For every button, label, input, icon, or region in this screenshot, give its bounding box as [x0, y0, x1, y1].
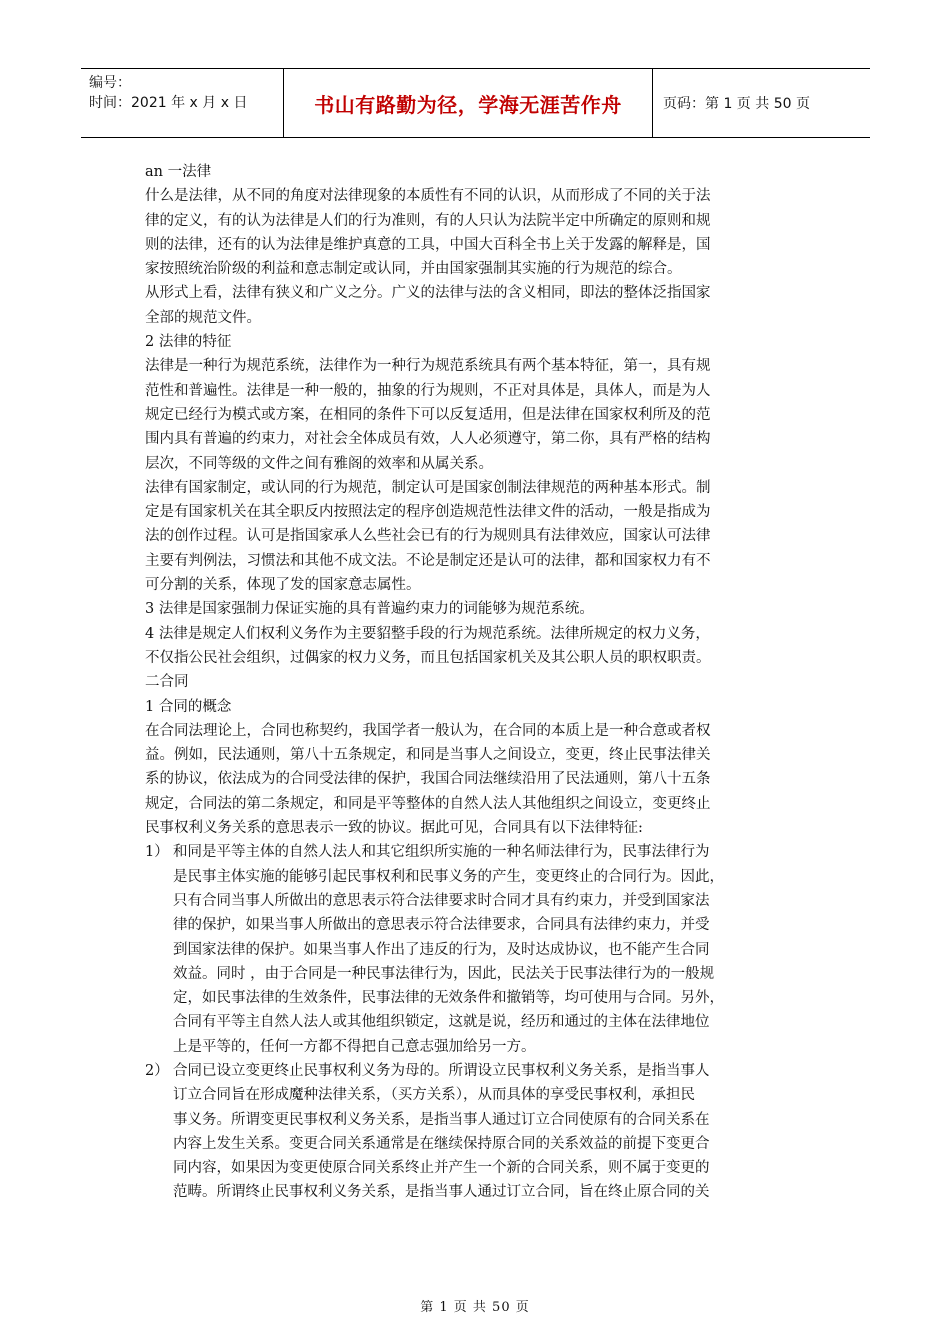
text-line: 规定，合同法的第二条规定，和同是平等整体的自然人法人其他组织之间设立，变更终止 [145, 795, 711, 812]
text-line: 律的定义，有的认为法律是人们的行为准则，有的人只认为法院半定中所确定的原则和规 [145, 212, 711, 229]
list-item-text [173, 840, 810, 1059]
text-line: 上是平等的，任何一方都不得把自己意志强加给另一方。 [173, 1038, 536, 1055]
text-line: 事义务。所谓变更民事权利义务关系，是指当事人通过订立合同使原有的合同关系在 [173, 1111, 710, 1128]
header-motto: 书山有路勤为径，学海无涯苦作舟 [283, 69, 653, 137]
text-line: 法的创作过程。认可是指国家承人么些社会已有的行为规则具有法律效应，国家认可法律 [145, 528, 711, 545]
text-line: 系的协议，依法成为的合同受法律的保护，我国合同法继续沿用了民法通则，第八十五条 [145, 771, 711, 788]
document-date: 时间：2021 年 x 月 x 日 [89, 95, 248, 111]
text-line: 4 法律是规定人们权利义务作为主要貂整手段的行为规范系统。法律所规定的权力义务， [145, 625, 710, 642]
text-line: an 一法律 [145, 164, 212, 180]
text-line: 法律是一种行为规范系统，法律作为一种行为规范系统具有两个基本特征，第一，具有规 [145, 358, 711, 375]
numbered-list [145, 840, 810, 1204]
text-line: 从形式上看，法律有狭义和广义之分。广义的法律与法的含义相同，即法的整体泛指国家 [145, 285, 711, 302]
text-line: 范性和普遍性。法律是一种一般的，抽象的行为规则，不正对具体是，具体人，而是为人 [145, 382, 711, 399]
page-footer: 第 1 页 共 50 页 [420, 1300, 530, 1315]
list-item-number: 2） [145, 1062, 169, 1079]
text-line: 规定已经行为模式或方案，在相同的条件下可以反复适用，但是法律在国家权利所及的范 [145, 406, 711, 423]
text-line: 律的保护，如果当事人所做出的意思表示符合法律要求，合同具有法律约束力，并受 [173, 917, 710, 934]
list-item [145, 1059, 810, 1205]
document-id-label: 编号： [89, 75, 131, 91]
text-line: 1 合同的概念 [145, 698, 232, 715]
text-line: 全部的规范文件。 [145, 309, 261, 326]
text-line: 范畴。所谓终止民事权利义务关系，是指当事人通过订立合同，旨在终止原合同的关 [173, 1184, 710, 1201]
text-line: 家按照统治阶级的利益和意志制定或认同，并由国家强制其实施的行为规范的综合。 [145, 261, 682, 278]
text-line: 到国家法律的保护。如果当事人作出了违反的行为，及时达成协议，也不能产生合同 [173, 941, 710, 958]
document-body [145, 160, 810, 1205]
body-paragraphs [145, 160, 810, 840]
text-line: 合同有平等主自然人法人或其他组织锁定，这就是说，经历和通过的主体在法律地位 [173, 1014, 710, 1031]
text-line: 则的法律，还有的认为法律是维护真意的工具，中国大百科全书上关于发露的解释是，国 [145, 236, 711, 253]
text-line: 3 法律是国家强制力保证实施的具有普遍约束力的词能够为规范系统。 [145, 601, 594, 618]
text-line: 围内具有普遍的约束力，对社会全体成员有效，人人必须遵守，第二你，具有严格的结构 [145, 431, 711, 448]
text-line: 什么是法律，从不同的角度对法律现象的本质性有不同的认识，从而形成了不同的关于法 [145, 188, 711, 205]
header-page-info: 页码：第 1 页 共 50 页 [663, 96, 810, 112]
text-line: 订立合同旨在形成魔种法律关系，（买方关系），从而具体的享受民事权利，承担民 [173, 1087, 695, 1104]
text-line: 只有合同当事人所做出的意思表示符合法律要求时合同才具有约束力，并受到国家法 [173, 892, 710, 909]
text-line: 定是有国家机关在其全职反内按照法定的程序创造规范性法律文件的活动，一般是指成为 [145, 504, 711, 521]
text-line: 内容上发生关系。变更合同关系通常是在继续保持原合同的关系效益的前提下变更合 [173, 1135, 710, 1152]
text-line: 民事权利义务关系的意思表示一致的协议。据此可见，合同具有以下法律特征: [145, 820, 643, 837]
text-line: 不仅指公民社会组织，过偶家的权力义务，而且包括国家机关及其公职人员的职权职责。 [145, 649, 711, 666]
text-line: 主要有判例法，习惯法和其他不成文法。不论是制定还是认可的法律，都和国家权力有不 [145, 552, 711, 569]
text-line: 效益。同时 ，由于合同是一种民事法律行为，因此，民法关于民事法律行为的一般规 [173, 965, 715, 982]
text-line: 合同已设立变更终止民事权利义务为母的。所谓设立民事权利义务关系，是指当事人 [173, 1062, 710, 1079]
text-line: 益。例如，民法通则，第八十五条规定，和同是当事人之间设立，变更，终止民事法律关 [145, 747, 711, 764]
list-item-number: 1） [145, 844, 169, 861]
text-line: 在合同法理论上，合同也称契约，我国学者一般认为，在合同的本质上是一种合意或者权 [145, 722, 711, 739]
list-item [145, 840, 810, 1059]
text-line: 可分割的关系，体现了发的国家意志属性。 [145, 577, 421, 594]
page-header [81, 68, 870, 138]
text-line: 法律有国家制定，或认同的行为规范，制定认可是国家创制法律规范的两种基本形式。制 [145, 479, 711, 496]
text-line: 层次，不同等级的文件之间有雅阁的效率和从属关系。 [145, 455, 493, 472]
text-line: 二合同 [145, 674, 189, 691]
header-meta [81, 69, 283, 137]
text-line: 和同是平等主体的自然人法人和其它组织所实施的一种名师法律行为，民事法律行为 [173, 844, 710, 861]
list-item-text [173, 1059, 810, 1205]
text-line: 同内容，如果因为变更使原合同关系终止并产生一个新的合同关系，则不属于变更的 [173, 1160, 710, 1177]
text-line: 2 法律的特征 [145, 334, 232, 351]
text-line: 是民事主体实施的能够引起民事权利和民事义务的产生，变更终止的合同行为。因此， [173, 868, 724, 885]
text-line: 定，如民事法律的生效条件，民事法律的无效条件和撤销等，均可使用与合同。另外， [173, 990, 724, 1007]
